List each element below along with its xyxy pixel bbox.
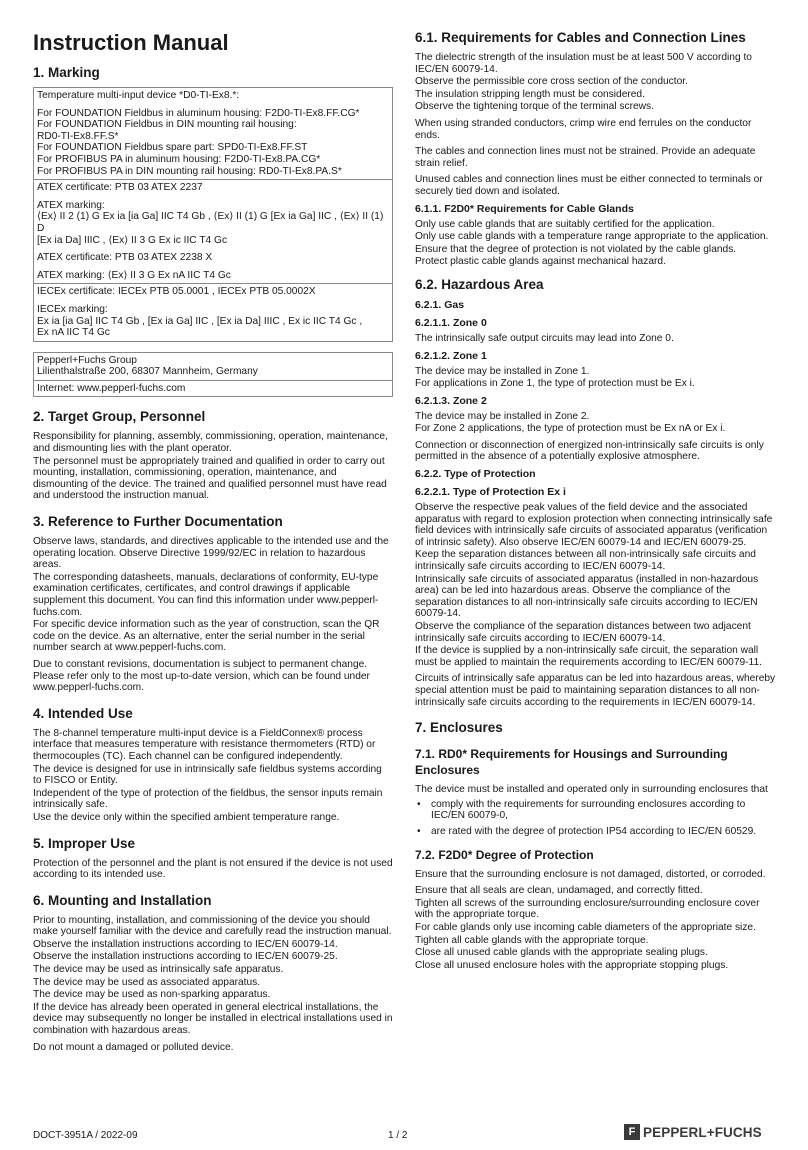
paragraph: For cable glands only use incoming cable diameters of the appropriate size. [415, 921, 756, 933]
marking-line: ⟨Ex⟩ II 2 (1) G Ex ia [ia Ga] IIC T4 Gb , ⟨Ex⟩ II (1) G [Ex ia Ga] IIC , ⟨Ex⟩ II (1) D [37, 211, 384, 234]
paragraph: The device is designed for use in intrinsically safe fieldbus systems according to FISCO or Entity. [33, 763, 382, 787]
right-column [415, 30, 777, 972]
paragraph: Independent of the type of protection of the fieldbus, the sensor inputs remain intrinsically safe. [33, 787, 383, 811]
paragraph: Only use cable glands that are suitably certified for the application. [415, 218, 715, 230]
marking-line: Ex ia [ia Ga] IIC T4 Gb , [Ex ia Ga] IIC , [Ex ia Da] IIIC , Ex ic IIC T4 Gc , [37, 315, 363, 327]
paragraph: Tighten all screws of the surrounding enclosure/surrounding enclosure cover with the appropriate torque. [415, 897, 760, 921]
section-cable-glands-heading: 6.1.1. F2D0* Requirements for Cable Glands [415, 202, 634, 215]
paragraph: Observe the respective peak values of the field device and the associated apparatus with regard to explosion protection when connecting intrinsically safe field devices with intrinsically safe circuits of associated apparatus (verification of intrinsic safety). Also observe IEC/EN 60079-14 and IEC/EN 60079-25. [415, 502, 773, 548]
paragraph: The personnel must be appropriately trained and qualified in order to carry out mounting, installation, commissioning, operation, maintenance, and dismounting of the device. The trained and qualified personnel must have read and understood the instruction manual. [33, 455, 387, 502]
paragraph: The 8-channel temperature multi-input device is a FieldConnex® process interface that measures temperature with resistance thermometers (RTD) or thermocouples (TC). Each channel can be configured independently. [33, 727, 376, 762]
paragraph: Observe the installation instructions according to IEC/EN 60079-14. [33, 938, 338, 950]
marking-line: IECEx marking: [37, 303, 108, 315]
paragraph: Protection of the personnel and the plant is not ensured if the device is not used according to its intended use. [33, 857, 393, 881]
marking-line: Ex nA IIC T4 Gc [37, 327, 110, 339]
list-item [415, 826, 777, 838]
paragraph: Unused cables and connection lines must be either connected to terminals or securely tied down and isolated. [415, 174, 763, 197]
paragraph: Responsibility for planning, assembly, commissioning, operation, maintenance, and dismounting lies with the plant operator. [33, 431, 388, 455]
paragraph: For specific device information such as the year of construction, scan the QR code on the device. As an alternative, enter the serial number in the serial number search at www.pepperl-fuchs.com. [33, 619, 380, 654]
subsection-f2d0-heading: 7.2. F2D0* Degree of Protection [415, 847, 594, 862]
paragraph: The intrinsically safe output circuits may lead into Zone 0. [415, 332, 674, 344]
paragraph: If the device has already been operated in general electrical installations, the device may subsequently no longer be installed in electrical installations used in combination with hazardous areas. [33, 1001, 393, 1037]
section-target-group-heading: 2. Target Group, Personnel [33, 409, 206, 425]
manufacturer-table [33, 352, 393, 398]
paragraph: The device may be installed in Zone 1. [415, 365, 590, 377]
paragraph: Observe laws, standards, and directives applicable to the intended use and the operating location. Observe Directive 1999/92/EC in relation to hazardous areas. [33, 536, 389, 571]
subsection-zone0-heading: 6.2.1.1. Zone 0 [415, 316, 487, 329]
paragraph: The device must be installed and operated only in surrounding enclosures that [415, 784, 768, 796]
marking-line: For FOUNDATION Fieldbus spare part: SPD0-TI-Ex8.FF.ST [37, 142, 308, 154]
paragraph: Observe the installation instructions according to IEC/EN 60079-25. [33, 951, 338, 963]
paragraph: Prior to mounting, installation, and commissioning of the device you should make yourself familiar with the device and carefully read the instruction manual. [33, 914, 392, 938]
paragraph: Observe the permissible core cross section of the conductor. [415, 76, 688, 88]
paragraph: Use the device only within the specified ambient temperature range. [33, 811, 340, 823]
paragraph: The device may be used as intrinsically safe apparatus. [33, 964, 284, 976]
left-column [33, 30, 393, 1054]
paragraph: For applications in Zone 1, the type of protection must be Ex i. [415, 378, 695, 390]
enclosure-requirements-list [415, 799, 777, 838]
manufacturer-line: Lilienthalstraße 200, 68307 Mannheim, Germany [37, 366, 258, 378]
bullet-icon: • [417, 798, 421, 810]
section-hazardous-area-heading: 6.2. Hazardous Area [415, 276, 544, 292]
paragraph: Ensure that all seals are clean, undamaged, and correctly fitted. [415, 885, 703, 897]
marking-line: Temperature multi-input device *D0-TI-Ex8.*: [37, 90, 240, 101]
paragraph: Tighten all cable glands with the appropriate torque. [415, 934, 649, 946]
section-marking-heading: 1. Marking [33, 65, 100, 80]
paragraph: The cables and connection lines must not be strained. Provide an adequate strain relief. [415, 146, 756, 169]
marking-atex-cell [34, 180, 392, 284]
marking-line: For PROFIBUS PA in DIN mounting rail housing: RD0-TI-Ex8.PA.S* [37, 165, 342, 177]
marking-line: IECEx certificate: IECEx PTB 05.0001 , IECEx PTB 05.0002X [37, 286, 316, 298]
paragraph: The device may be used as non-sparking apparatus. [33, 989, 271, 1001]
paragraph: Circuits of intrinsically safe apparatus can be led into hazardous areas, whereby special attention must be paid to maintaining separation distances to all non-intrinsically safe circuits according to the requirements in IEC/EN 60079-14. [415, 673, 776, 708]
paragraph: When using stranded conductors, crimp wire end ferrules on the conductor ends. [415, 117, 752, 141]
document-title: Instruction Manual [33, 30, 229, 55]
subsection-gas-heading: 6.2.1. Gas [415, 298, 465, 311]
logo-text: PEPPERL+FUCHS [643, 1124, 762, 1140]
paragraph: Do not mount a damaged or polluted device. [33, 1041, 234, 1053]
paragraph: Close all unused enclosure holes with the appropriate stopping plugs. [415, 959, 729, 971]
section-intended-use-heading: 4. Intended Use [33, 705, 133, 721]
list-item-text: are rated with the degree of protection IP54 according to IEC/EN 60529. [431, 825, 757, 837]
marking-line: For FOUNDATION Fieldbus in DIN mounting rail housing: [37, 119, 297, 131]
marking-line: For FOUNDATION Fieldbus in aluminum housing: F2D0-TI-Ex8.FF.CG* [37, 107, 360, 119]
paragraph: Keep the separation distances between all non-intrinsically safe circuits and intrinsically safe circuits according to IEC/EN 60079-14. [415, 549, 756, 573]
paragraph: Observe the compliance of the separation distances between two adjacent intrinsically safe circuits according to IEC/EN 60079-14. [415, 621, 751, 644]
subsection-rd0-heading: 7.1. RD0* Requirements for Housings and Surrounding Enclosures [415, 747, 728, 778]
section-enclosures-heading: 7. Enclosures [415, 720, 503, 736]
logo-mark-icon: F [624, 1124, 640, 1140]
section-reference-heading: 3. Reference to Further Documentation [33, 514, 283, 530]
paragraph: If the device is supplied by a non-intrinsically safe circuit, the separation wall must be applied to maintain the requirements according to IEC/EN 60079-11. [415, 645, 762, 668]
paragraph: For Zone 2 applications, the type of protection must be Ex nA or Ex i. [415, 423, 726, 435]
marking-line: ATEX certificate: PTB 03 ATEX 2237 [37, 182, 203, 194]
paragraph: The device may be used as associated apparatus. [33, 976, 261, 988]
paragraph: The dielectric strength of the insulation must be at least 500 V according to IEC/EN 60079-14. [415, 52, 752, 75]
paragraph: The insulation stripping length must be considered. [415, 88, 645, 100]
marking-line: [Ex ia Da] IIIC , ⟨Ex⟩ II 3 G Ex ic IIC T4 Gc [37, 234, 228, 246]
manufacturer-line: Internet: www.pepperl-fuchs.com [37, 382, 186, 394]
marking-line: ATEX marking: [37, 199, 105, 211]
subsection-zone1-heading: 6.2.1.2. Zone 1 [415, 349, 487, 362]
paragraph: Connection or disconnection of energized non-intrinsically safe circuits is only permitted in the absence of a potentially explosive atmosphere. [415, 439, 764, 463]
marking-line: RD0-TI-Ex8.FF.S* [37, 130, 119, 142]
section-improper-use-heading: 5. Improper Use [33, 835, 136, 851]
marking-line: ATEX certificate: PTB 03 ATEX 2238 X [37, 252, 213, 264]
paragraph: The corresponding datasheets, manuals, declarations of conformity, EU-type examination certificates, certificates, and control drawings if applicable supplement this document. You can find this information under www.pepperl-fuchs.com. [33, 571, 379, 618]
company-logo [624, 1124, 762, 1140]
paragraph: Observe the tightening torque of the terminal screws. [415, 101, 654, 113]
paragraph: The device may be installed in Zone 2. [415, 410, 590, 422]
marking-table [33, 87, 393, 342]
manufacturer-address-cell [34, 353, 392, 381]
subsection-type-of-protection-heading: 6.2.2. Type of Protection [415, 468, 536, 481]
subsection-ex-i-heading: 6.2.2.1. Type of Protection Ex i [415, 486, 566, 499]
section-mounting-heading: 6. Mounting and Installation [33, 892, 212, 908]
paragraph: Intrinsically safe circuits of associated apparatus (installed in non-hazardous area) can be led into hazardous areas. Observe the compliance of the separation distances to all non-intrinsically safe circuits according to IEC/EN 60079-14. [415, 573, 759, 620]
manufacturer-line: Pepperl+Fuchs Group [37, 354, 137, 366]
paragraph: Protect plastic cable glands against mechanical hazard. [415, 256, 666, 268]
bullet-icon: • [417, 825, 421, 837]
marking-device-cell [34, 88, 392, 180]
paragraph: Ensure that the surrounding enclosure is not damaged, distorted, or corroded. [415, 868, 766, 880]
marking-line: ATEX marking: ⟨Ex⟩ II 3 G Ex nA IIC T4 Gc [37, 269, 231, 281]
marking-iecex-cell [34, 284, 392, 340]
paragraph: Ensure that the degree of protection is not violated by the cable glands. [415, 243, 737, 255]
paragraph: Close all unused cable glands with the appropriate sealing plugs. [415, 947, 708, 959]
subsection-zone2-heading: 6.2.1.3. Zone 2 [415, 394, 487, 407]
list-item [415, 799, 777, 822]
paragraph: Due to constant revisions, documentation is subject to permanent change. Please refer only to the most up-to-date version, which can be found under www.pepperl-fuchs.com. [33, 658, 370, 694]
marking-line: For PROFIBUS PA in aluminum housing: F2D0-TI-Ex8.PA.CG* [37, 153, 321, 165]
document-number: DOCT-3951A / 2022-09 [33, 1130, 138, 1141]
section-cables-heading: 6.1. Requirements for Cables and Connection Lines [415, 30, 746, 45]
paragraph: Only use cable glands with a temperature range appropriate to the application. [415, 231, 769, 243]
manufacturer-internet-cell [34, 381, 392, 397]
page-number: 1 / 2 [388, 1130, 408, 1141]
list-item-text: comply with the requirements for surrounding enclosures according to IEC/EN 60079-0, [431, 798, 746, 822]
